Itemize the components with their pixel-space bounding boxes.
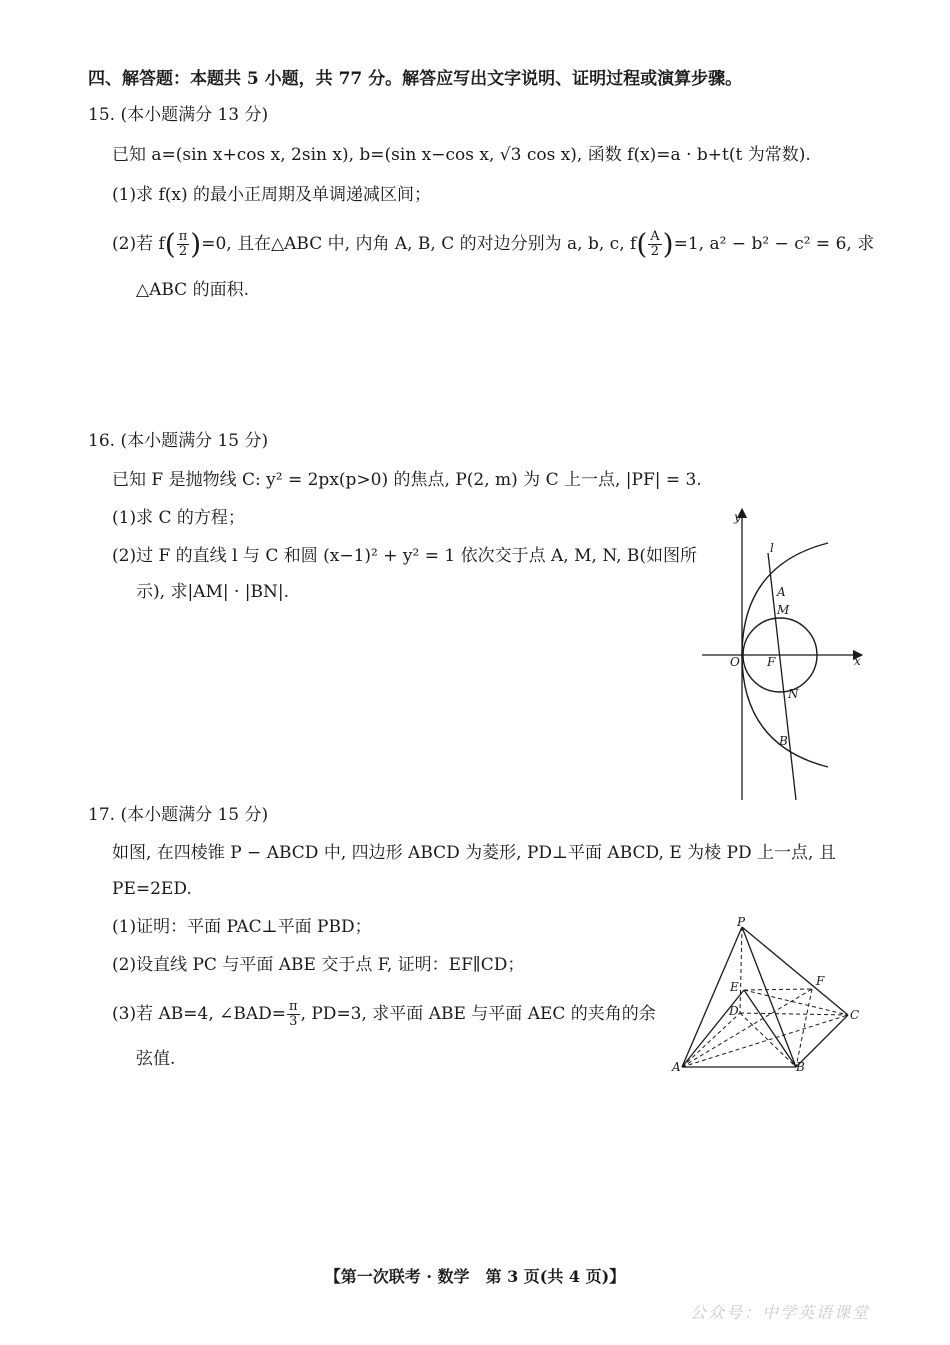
edge-EB (744, 990, 796, 1067)
q15-frac-pi-2: $\frac{\pi}{2}$ (178, 229, 188, 259)
q17-stem-line1: 如图, 在四棱锥 P − ABCD 中, 四边形 ABCD 为菱形, PD⊥平面 ABCD, E 为棱 PD 上一点, 且 (112, 843, 836, 863)
edge-DB (740, 1013, 796, 1067)
label-A: A (672, 1060, 681, 1074)
q16-part2-line1: (2)过 F 的直线 l 与 C 和圆 (x−1)² + y² = 1 依次交于点 A, M, N, B(如图所 (112, 546, 698, 566)
page-footer: 【第一次联考 · 数学 第 3 页(共 4 页)】 (324, 1267, 626, 1286)
q15-part1: (1)求 f(x) 的最小正周期及单调递减区间； (112, 185, 432, 205)
q15-part2-prefix: (2)若 f (112, 234, 165, 254)
q15-part2-suffix: =1, a² − b² − c² = 6, 求 (673, 234, 875, 254)
edge-PA (682, 927, 742, 1067)
label-y: y (734, 510, 741, 524)
label-O: O (730, 655, 740, 669)
edge-AE (682, 990, 744, 1067)
label-B: B (796, 1060, 805, 1074)
edge-PD (740, 927, 742, 1013)
q17-part1: (1)证明：平面 PAC⊥平面 PBD； (112, 917, 372, 937)
q16-stem: 已知 F 是抛物线 C: y² = 2px(p>0) 的焦点, P(2, m) 为 C 上一点, |PF| = 3. (112, 470, 702, 490)
q15-title: 15. (本小题满分 13 分) (88, 105, 269, 125)
q17-pyramid-figure (668, 915, 868, 1080)
watermark: 公众号：中学英语课堂 (690, 1303, 871, 1322)
label-D: D (729, 1004, 739, 1018)
q17-frac-pi-3: $\frac{\pi}{3}$ (289, 999, 298, 1029)
label-M: M (777, 603, 790, 617)
q15-part2-line2: △ABC 的面积. (136, 280, 249, 300)
label-F: F (816, 974, 825, 988)
q17-part3-line2: 弦值. (136, 1049, 176, 1069)
edge-AC (682, 1015, 848, 1067)
edge-DC (740, 1013, 848, 1015)
q16-title: 16. (本小题满分 15 分) (88, 431, 269, 451)
section-header: 四、解答题：本题共 5 小题，共 77 分。解答应写出文字说明、证明过程或演算步骤。 (88, 69, 743, 89)
q17-part2: (2)设直线 PC 与平面 ABE 交于点 F, 证明：EF∥CD； (112, 955, 525, 975)
label-C: C (850, 1008, 860, 1022)
label-B: B (779, 734, 788, 748)
label-E: E (730, 980, 739, 994)
q15-part2: (2)若 f( $\frac{\pi}{2}$ )=0, 且在△ABC 中, 内角 A, B, C 的对边分别为 a, b, c, f( $\frac{A}{2}$ )=1, a² − b² − c² = 6, 求 (112, 227, 875, 261)
q15-stem: 已知 a=(sin x+cos x, 2sin x), b=(sin x−cos x, √3 cos x), 函数 f(x)=a · b+t(t 为常数). (112, 145, 811, 165)
label-N: N (788, 687, 799, 701)
q17-part3 (112, 1000, 656, 1029)
q16-parabola-figure (690, 505, 870, 805)
q17-part3-prefix: (3)若 AB=4, ∠BAD= (112, 1004, 287, 1024)
q15-frac-a-2: $\frac{A}{2}$ (650, 229, 660, 259)
label-x: x (854, 654, 861, 668)
q15-part2-mid: =0, 且在△ABC 中, 内角 A, B, C 的对边分别为 a, b, c, f (201, 234, 637, 254)
label-l: l (770, 541, 774, 555)
edge-AD (682, 1013, 740, 1067)
label-P: P (737, 915, 746, 929)
edge-EF (744, 989, 812, 990)
label-F: F (767, 655, 776, 669)
edge-FB (796, 989, 812, 1067)
q17-stem-line2: PE=2ED. (112, 879, 192, 899)
label-A: A (777, 585, 786, 599)
q16-part1: (1)求 C 的方程； (112, 508, 245, 528)
edge-AF (682, 989, 812, 1067)
q17-title: 17. (本小题满分 15 分) (88, 805, 269, 825)
q17-part3-suffix: , PD=3, 求平面 ABE 与平面 AEC 的夹角的余 (300, 1004, 656, 1024)
q16-part2-line2: 示), 求|AM| · |BN|. (136, 582, 290, 602)
